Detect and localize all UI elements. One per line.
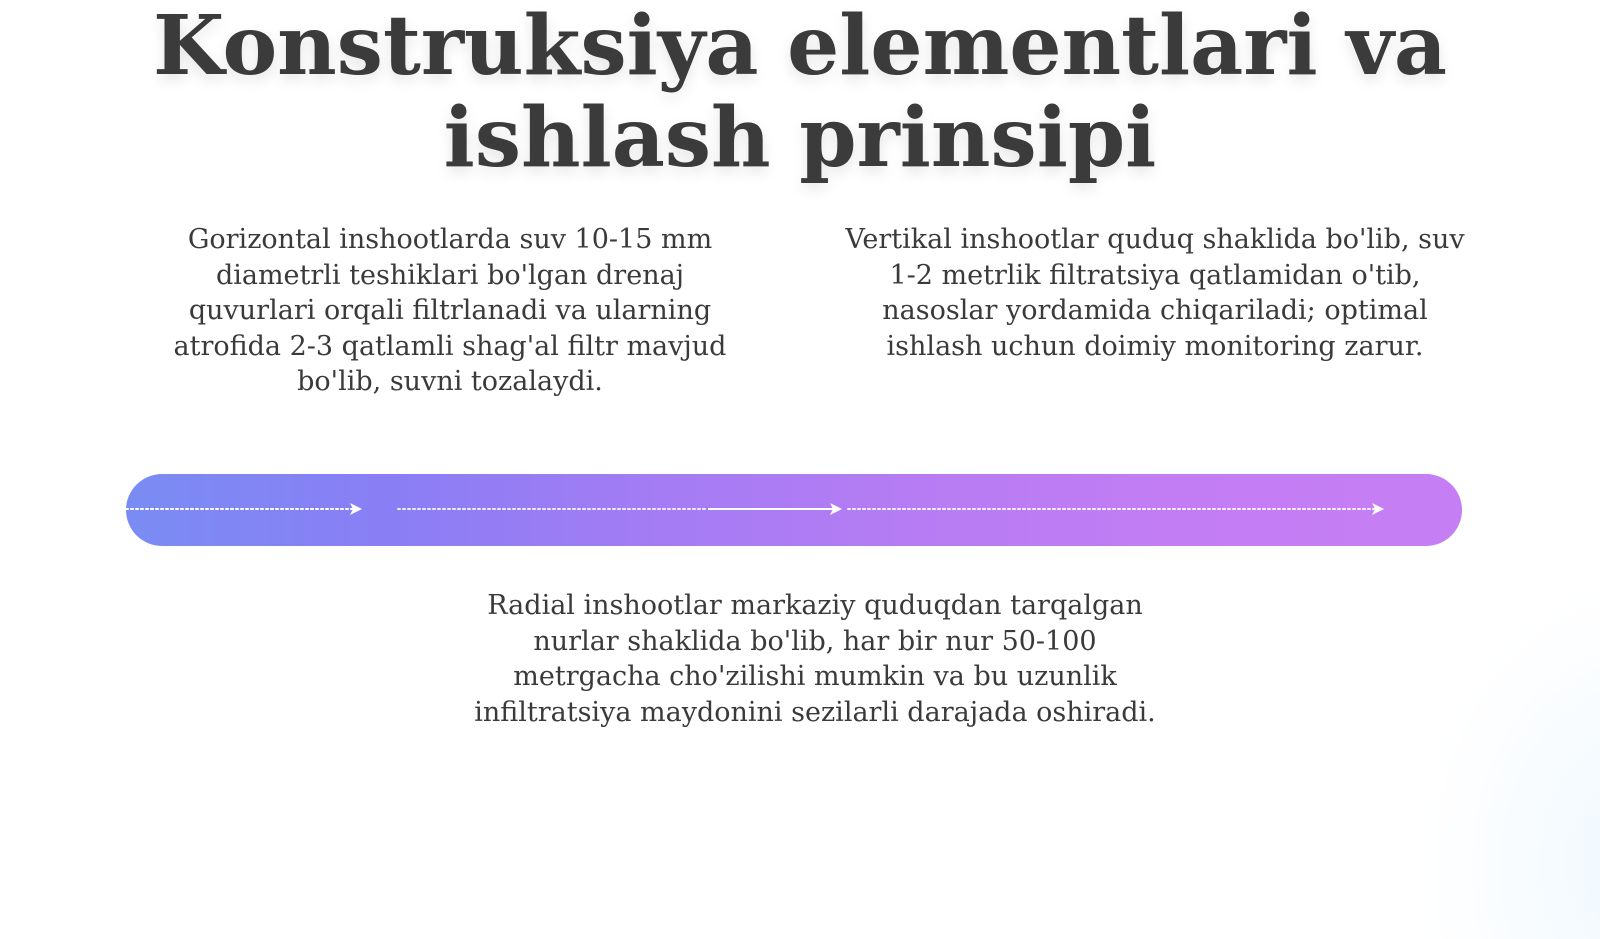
flow-lines [126, 474, 1462, 546]
vertical-description: Vertikal inshootlar quduq shaklida bo'lib, suv 1-2 metrlik filtratsiya qatlamidan o'tib, nasoslar yordamida chiqariladi; optimal ishlash uchun doimiy monitoring zarur. [845, 224, 1465, 362]
flow-band [126, 474, 1462, 546]
corner-decoration [1420, 579, 1600, 939]
horizontal-description: Gorizontal inshootlarda suv 10-15 mm diametrli teshiklari bo'lgan drenaj quvurlari orqali filtrlanadi va ularning atrofida 2-3 qatlamli shag'al filtr mavjud bo'lib, suvni tozalaydi. [173, 224, 727, 397]
radial-description: Radial inshootlar markaziy quduqdan tarqalgan nurlar shaklida bo'lib, har bir nur 50-100 metrgacha cho'zilishi mumkin va bu uzunlik infiltratsiya maydonini sezilarli darajada oshiradi. [474, 590, 1156, 728]
page-title: Konstruksiya elementlari va ishlash prinsipi [153, 0, 1447, 186]
